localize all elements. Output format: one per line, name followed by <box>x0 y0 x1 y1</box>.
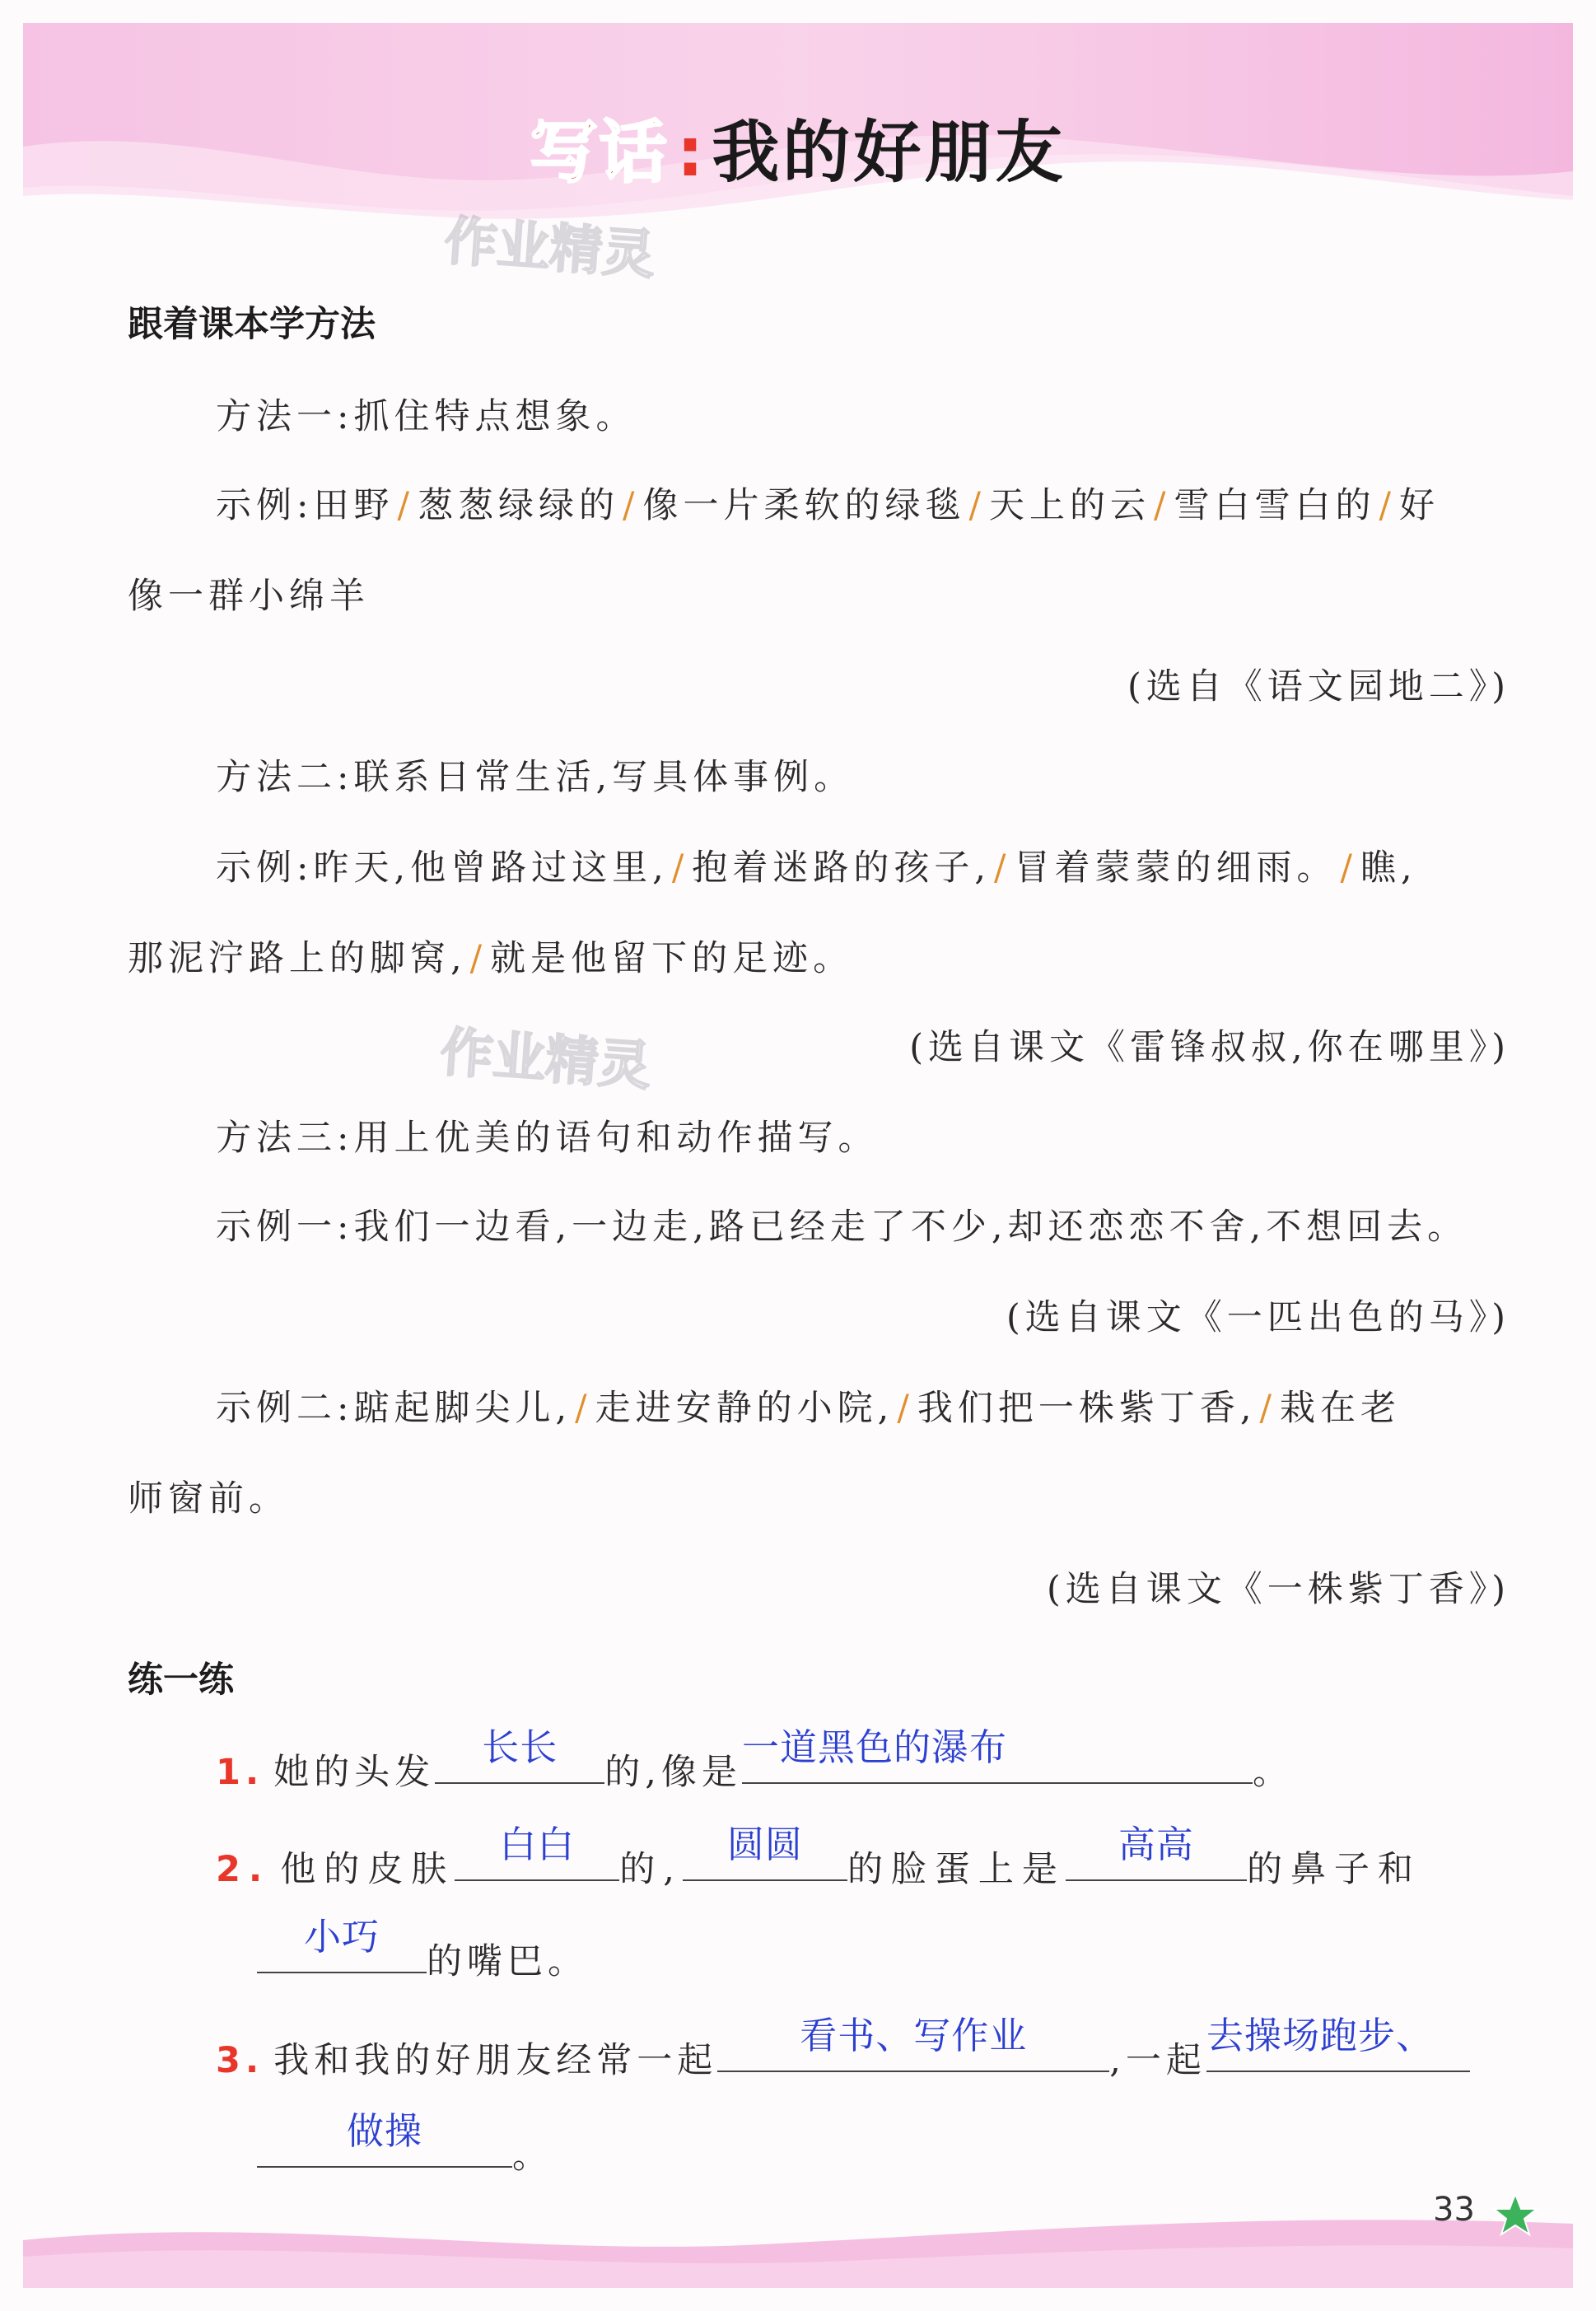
method-1-example-cont: 像一群小绵羊 <box>128 576 370 617</box>
answer-text: 高高 <box>1118 1823 1194 1866</box>
answer-text: 一道黑色的瀑布 <box>741 1725 1007 1769</box>
method-3-title: 方法三:用上优美的语句和动作描写。 <box>216 1118 879 1159</box>
answer-blank[interactable] <box>1066 1823 1247 1881</box>
slash-mark: / <box>1379 485 1396 526</box>
slash-mark: / <box>575 1388 592 1429</box>
slash-mark: / <box>671 847 689 889</box>
title-colon: : <box>676 114 704 192</box>
footer-banner <box>23 2207 1573 2288</box>
question-number: 3. <box>216 2040 264 2081</box>
section-heading-methods: 跟着课本学方法 <box>128 304 376 345</box>
answer-text: 长长 <box>482 1725 558 1769</box>
slash-mark: / <box>1340 847 1357 889</box>
star-icon <box>1491 2191 1540 2240</box>
method-1-example: 示例:田野/葱葱绿绿的/像一片柔软的绿毯/天上的云/雪白雪白的/好 <box>216 485 1440 526</box>
method-2-example-cont: 那泥泞路上的脚窝,/就是他留下的足迹。 <box>128 938 854 979</box>
question-1: 1. 她的头发 长长 的,像是 一道黑色的瀑布 。 <box>216 1738 1293 1795</box>
slash-mark: / <box>1154 485 1171 526</box>
title-main: 我的好朋友 <box>712 113 1066 192</box>
answer-blank[interactable] <box>435 1725 604 1784</box>
slash-mark: / <box>469 938 488 979</box>
slash-mark: / <box>623 485 640 526</box>
answer-blank[interactable] <box>257 2109 512 2168</box>
slash-mark: / <box>397 485 414 526</box>
method-3-example-2: 示例二:踮起脚尖儿,/走进安静的小院,/我们把一株紫丁香,/栽在老 <box>216 1388 1401 1429</box>
slash-mark: / <box>994 847 1011 889</box>
method-1-source: (选自《语文园地二》) <box>1127 666 1510 707</box>
answer-blank[interactable] <box>683 1823 847 1881</box>
method-2-title: 方法二:联系日常生活,写具体事例。 <box>216 757 855 798</box>
answer-blank[interactable] <box>257 1915 427 1973</box>
question-3-cont: 做操 。 <box>257 2122 553 2178</box>
method-3-source-2: (选自课文《一株紫丁香》) <box>1046 1569 1510 1610</box>
page-title <box>0 99 1596 195</box>
method-3-example-2-cont: 师窗前。 <box>128 1478 289 1520</box>
question-2-cont: 小巧 的嘴巴。 <box>257 1927 588 1984</box>
answer-blank[interactable] <box>741 1725 1253 1784</box>
answer-text: 去操场跑步、 <box>1206 2014 1434 2057</box>
question-number: 2. <box>216 1849 271 1890</box>
method-2-example: 示例:昨天,他曾路过这里,/抱着迷路的孩子,/冒着蒙蒙的细雨。/瞧, <box>216 847 1417 889</box>
answer-text: 白白 <box>499 1823 576 1866</box>
page-number: 33 <box>1433 2191 1475 2229</box>
answer-blank[interactable] <box>1206 2014 1470 2072</box>
section-heading-practice: 练一练 <box>128 1660 234 1701</box>
answer-text: 做操 <box>346 2109 422 2153</box>
watermark: 作业精灵 <box>438 1022 653 1098</box>
slash-mark: / <box>1259 1388 1276 1429</box>
slash-mark: / <box>968 485 986 526</box>
answer-text: 看书、写作业 <box>800 2014 1028 2057</box>
answer-blank[interactable] <box>717 2014 1109 2072</box>
method-3-example-1: 示例一:我们一边看,一边走,路已经走了不少,却还恋恋不舍,不想回去。 <box>216 1207 1468 1248</box>
question-number: 1. <box>216 1752 264 1793</box>
question-3: 3. 我和我的好朋友经常一起 看书、写作业 ,一起 去操场跑步、 <box>216 2026 1470 2083</box>
method-1-title: 方法一:抓住特点想象。 <box>216 396 637 437</box>
title-prefix: 写话 <box>530 114 669 192</box>
watermark: 作业精灵 <box>442 211 657 287</box>
method-2-source: (选自课文《雷锋叔叔,你在哪里》) <box>909 1027 1510 1068</box>
answer-blank[interactable] <box>455 1823 619 1881</box>
slash-mark: / <box>897 1388 914 1429</box>
method-3-source-1: (选自课文《一匹出色的马》) <box>1006 1297 1510 1338</box>
question-2: 2. 他的皮肤 白白 的, 圆圆 的脸蛋上是 高高 的鼻子和 <box>216 1835 1421 1892</box>
answer-text: 圆圆 <box>726 1823 803 1866</box>
answer-text: 小巧 <box>303 1915 380 1959</box>
